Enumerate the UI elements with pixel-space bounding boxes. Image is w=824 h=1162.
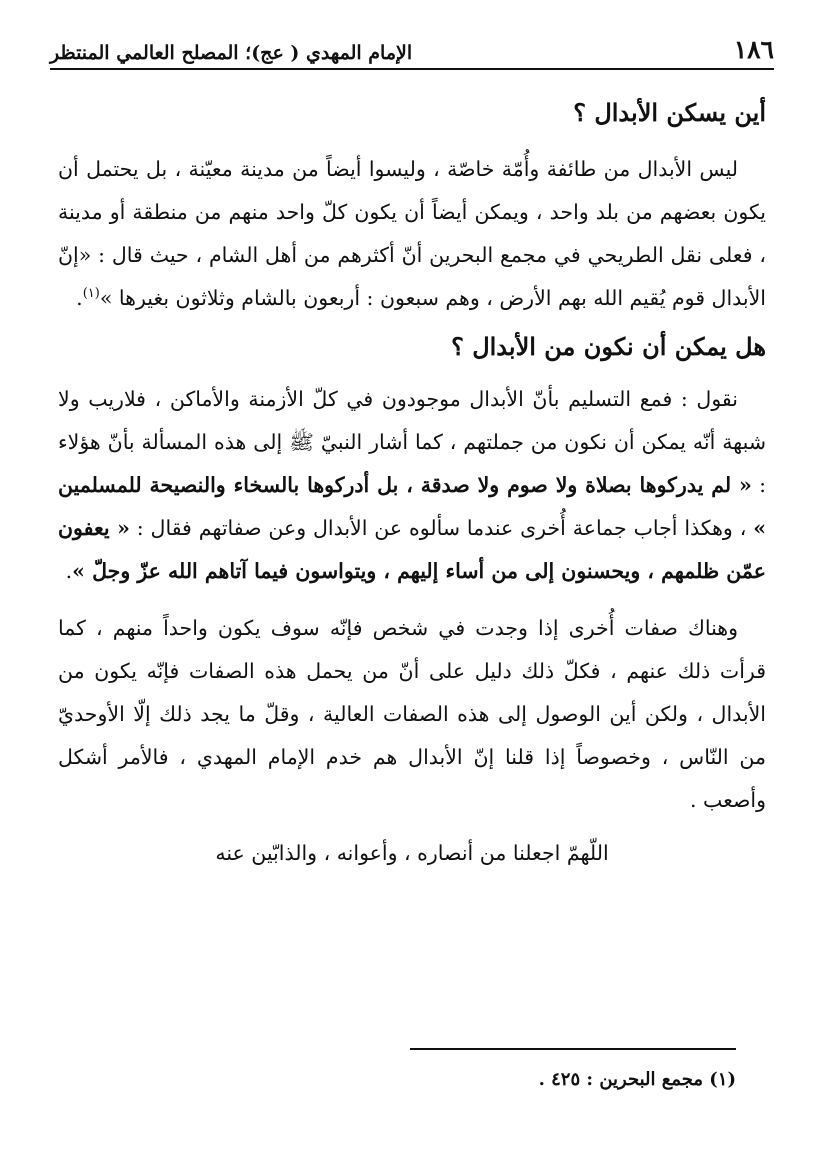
footnote: (١) مجمع البحرين : ٤٢٥ . bbox=[538, 1069, 736, 1090]
page-body bbox=[58, 88, 766, 875]
running-title: الإمام المهدي ( عج)؛ المصلح العالمي المنتظر bbox=[50, 42, 413, 64]
hadith-quote-1: « لم يدركوها بصلاة ولا صوم ولا صدقة ، بل أدركوها بالسخاء والنصيحة للمسلمين » bbox=[58, 473, 766, 540]
page-number: ١٨٦ bbox=[733, 35, 774, 64]
page-header bbox=[50, 30, 774, 70]
section-heading-can-we-be-abdal: هل يمكن أن نكون من الأبدال ؟ bbox=[451, 332, 766, 361]
paragraph-text: ليس الأبدال من طائفة وأُمّة خاصّة ، وليسوا أيضاً من مدينة معيّنة ، بل يحتمل أن يكون بعضهم من بلد واحد ، ويمكن أيضاً أن يكون كلّ واحد منهم من منطقة أو مدينة ، فعلى نقل الطريحي في مجمع البحرين أنّ أكثرهم من أهل الشام ، حيث قال : «إنّ الأبدال قوم يُقيم الله بهم الأرض ، وهم سبعون : أربعون بالشام وثلاثون بغيرها » bbox=[58, 157, 766, 310]
footnote-reference: (١) bbox=[82, 286, 100, 302]
paragraph-abdal-qualities bbox=[58, 378, 766, 593]
section-heading-where-abdal-live: أين يسكن الأبدال ؟ bbox=[573, 98, 766, 127]
paragraph-text-e: . bbox=[65, 559, 73, 583]
prayer-line: اللّهمّ اجعلنا من أنصاره ، وأعوانه ، والذابّين عنه bbox=[215, 841, 609, 865]
paragraph-text-a: نقول : فمع التسليم بأنّ الأبدال موجودون في كلّ الأزمنة والأماكن ، فلاريب ولا شبهة أنّه يمكن أن نكون من جملتهم ، كما أشار النبيّ ﷺ إلى هذه المسألة بأنّ هؤلاء : bbox=[58, 387, 766, 497]
hadith-quote-2: « يعفون عمّن ظلمهم ، ويحسنون إلى من أساء إليهم ، ويتواسون فيما آتاهم الله عزّ وجلّ » bbox=[58, 516, 766, 583]
footnote-divider bbox=[410, 1048, 736, 1050]
paragraph-other-qualities: وهناك صفات أُخرى إذا وجدت في شخص فإنّه سوف يكون واحداً منهم ، كما قرأت ذلك عنهم ، فكلّ ذلك دليل على أنّ من يحمل هذه الصفات فإنّه يكون من الأبدال ، ولكن أين الوصول إلى هذه الصفات العالية ، وقلّ ما يجد ذلك إلّا الأوحديّ من النّاس ، وخصوصاً إذا قلنا إنّ الأبدال هم خدم الإمام المهدي ، فالأمر أشكل وأصعب . bbox=[58, 616, 766, 812]
paragraph-abdal-location: ليس الأبدال من طائفة وأُمّة خاصّة ، وليسوا أيضاً من مدينة معيّنة ، بل يحتمل أن يكون بعضهم من بلد واحد ، ويمكن أيضاً أن يكون كلّ واحد منهم من منطقة أو مدينة ، فعلى نقل الطريحي في مجمع البحرين أنّ أكثرهم من أهل الشام ، حيث قال : «إنّ الأبدال قوم يُقيم الله بهم الأرض ، وهم سبعون : أربعون بالشام وثلاثون بغيرها »$^{(١)}$. bbox=[58, 157, 766, 310]
paragraph-text-c: ، وهكذا أجاب جماعة أُخرى عندما سألوه عن الأبدال وعن صفاتهم فقال : bbox=[136, 516, 747, 540]
